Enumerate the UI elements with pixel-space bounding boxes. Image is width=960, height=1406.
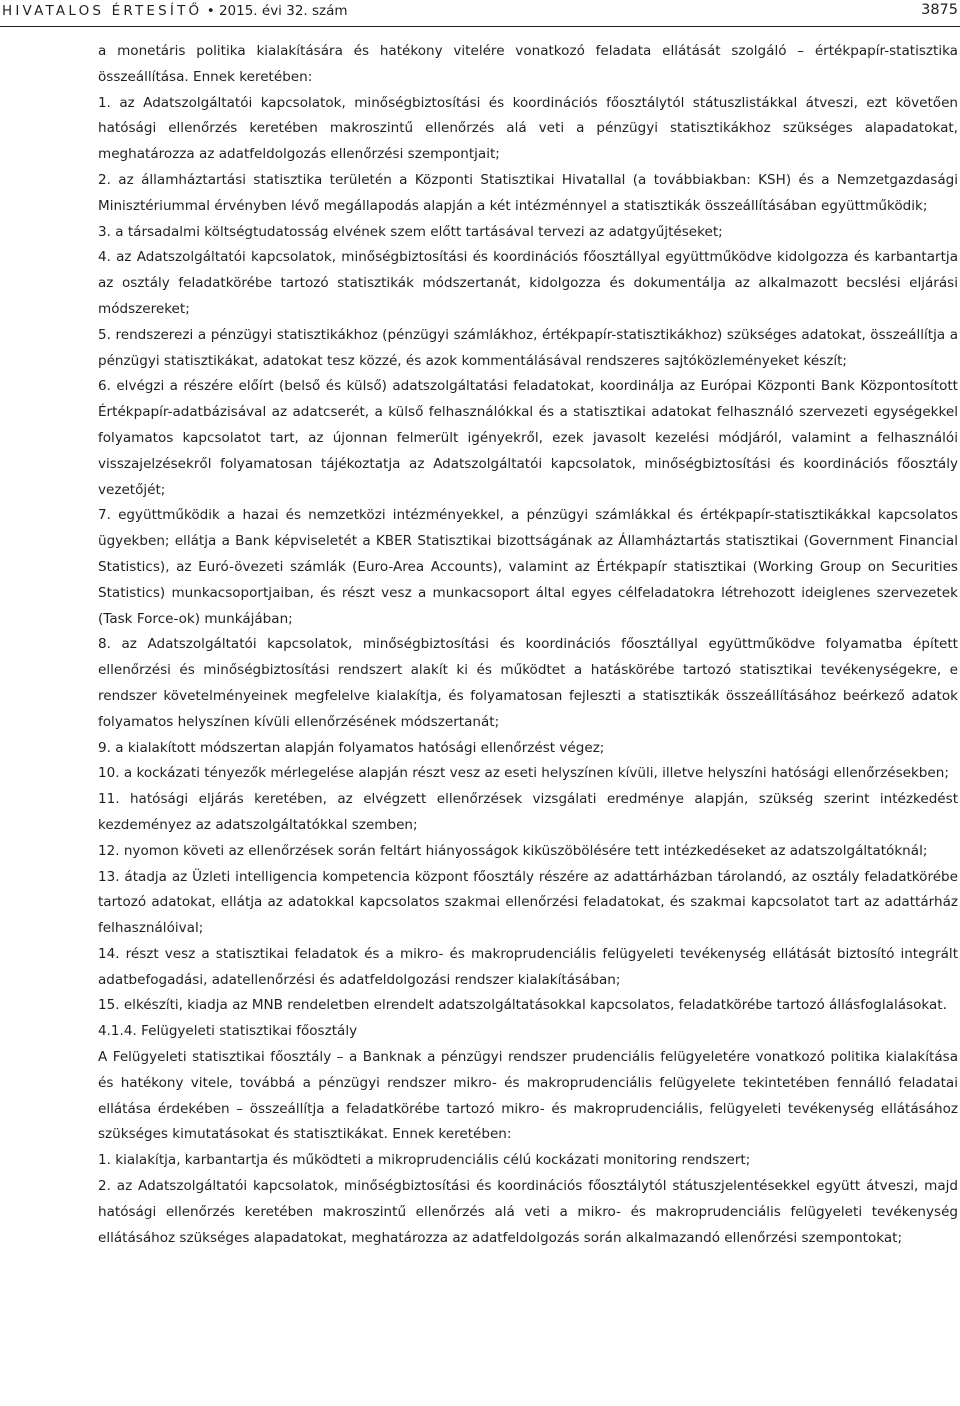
list-item: 6. elvégzi a részére előírt (belső és külső) adatszolgáltatási feladatokat, koordinálja az Európai Központi Bank Központosított Értékpapír-adatbázisával az adatcserét, a külső felhasználókkal és a statisztikai adatokat felhasználó szervezeti egységekkel folyamatos kapcsolatot tart, az újonnan felmerült igényekről, ezek javasolt kezelési módjáról, valamint a felhasználói visszajelzésekről folyamatosan tájékoztatja az Adatszolgáltatói kapcsolatok, minőségbiztosítási és koordinációs főosztály vezetőjét; [98,378,958,498]
list-item: 2. az Adatszolgáltatói kapcsolatok, minőségbiztosítási és koordinációs főosztálytól státuszjelentésekkel együtt átveszi, majd hatósági ellenőrzés keretében makroszintű ellenőrzés alá veti a mikro- és makroprudenciális felügyeleti tevékenység ellátásához szükséges alapadatokat, meghatározza az adatfeldolgozás során alkalmazandó ellenőrzési szempontokat; [98,1178,958,1246]
header-separator: • [206,3,215,19]
header-rule [0,26,960,27]
list-item: 3. a társadalmi költségtudatosság elvének szem előtt tartásával tervezi az adatgyűjtéseket; [98,223,723,240]
running-header [2,3,348,19]
intro-paragraph: a monetáris politika kialakítására és hatékony vitelére vonatkozó feladata ellátását szolgáló – értékpapír-statisztika összeállítása. Ennek keretében: [98,43,958,85]
issue-label: 2015. évi 32. szám [218,3,348,19]
list-item: 10. a kockázati tényezők mérlegelése alapján részt vesz az eseti helyszínen kívüli, illetve helyszíni hatósági ellenőrzésekben; [98,765,949,782]
page-header [0,0,960,28]
list-item: 8. az Adatszolgáltatói kapcsolatok, minőségbiztosítási és koordinációs főosztállyal együttműködve folyamatba épített ellenőrzési és minőségbiztosítási rendszert alakít ki és működtet a hatáskörébe tartozó statisztikai tevékenységekre, e rendszer követelményeinek megfelelve kialakítja, és folyamatosan fejleszti a statisztikák összeállításához beérkező adatok folyamatos helyszínen kívüli ellenőrzésének módszertanát; [98,636,958,730]
page-number: 3875 [921,2,958,18]
document-body [98,39,958,1251]
journal-title: HIVATALOS ÉRTESÍTŐ [2,3,203,19]
list-item: 14. részt vesz a statisztikai feladatok és a mikro- és makroprudenciális felügyeleti tevékenység ellátását biztosító integrált adatbefogadási, adatellenőrzési és adatfeldolgozási rendszer kialakításában; [98,945,958,988]
list-item: 1. az Adatszolgáltatói kapcsolatok, minőségbiztosítási és koordinációs főosztálytól státuszlistákkal átveszi, ezt követően hatósági ellenőrzés keretében makroszintű ellenőrzés alá veti a pénzügyi statisztikákhoz szükséges alapadatokat, meghatározza az adatfeldolgozás ellenőrzési szempontjait; [98,94,958,163]
list-item: 5. rendszerezi a pénzügyi statisztikákhoz (pénzügyi számlákhoz, értékpapír-statisztikákhoz) szükséges adatokat, összeállítja a pénzügyi statisztikákat, adatokat tesz közzé, és azok kommentálásával rendszeres sajtóközleményeket készít; [98,326,958,369]
list-item: 7. együttműködik a hazai és nemzetközi intézményekkel, a pénzügyi számlákkal és értékpapír-statisztikákkal kapcsolatos ügyekben; ellátja a Bank képviseletét a KBER Statisztikai bizottságának az Államháztartás statisztikai (Government Financial Statistics), az Euró-övezeti számlák (Euro-Area Accounts), valamint az Értékpapír statisztikai (Working Group on Securities Statistics) munkacsoportjaiban, és részt vesz a munkacsoport által egyes célfeladatokra létrehozott ideiglenes szervezetek (Task Force-ok) munkájában; [98,507,958,627]
section-intro-paragraph: A Felügyeleti statisztikai főosztály – a Banknak a pénzügyi rendszer prudenciális felügyeletére vonatkozó politika kialakítása és hatékony vitele, továbbá a pénzügyi rendszer mikro- és makroprudenciális felügyelete tekintetében fennálló feladatai ellátása érdekében – összeállítja a feladatkörébe tartozó mikro- és makroprudenciális, felügyeleti tevékenység ellátásához szükséges kimutatásokat és statisztikákat. Ennek keretében: [98,1049,958,1143]
list-item: 11. hatósági eljárás keretében, az elvégzett ellenőrzések vizsgálati eredménye alapján, szükség szerint intézkedést kezdeményez az adatszolgáltatókkal szemben; [98,791,958,833]
section-heading: 4.1.4. Felügyeleti statisztikai főosztály [98,1023,358,1040]
list-item: 1. kialakítja, karbantartja és működteti a mikroprudenciális célú kockázati monitoring rendszert; [98,1152,751,1169]
list-item: 4. az Adatszolgáltatói kapcsolatok, minőségbiztosítási és koordinációs főosztállyal együttműködve kidolgozza és karbantartja az osztály feladatkörébe tartozó statisztikák módszertanát, kidolgozza és dokumentálja az alkalmazott becslési eljárási módszereket; [98,249,958,317]
list-item: 9. a kialakított módszertan alapján folyamatos hatósági ellenőrzést végez; [98,739,605,756]
list-item: 2. az államháztartási statisztika területén a Központi Statisztikai Hivatallal (a továbbiakban: KSH) és a Nemzetgazdasági Minisztériummal érvényben lévő megállapodás alapján a két intézménnyel a statisztikák összeállításában együttműködik; [98,171,958,214]
list-item: 13. átadja az Üzleti intelligencia kompetencia központ főosztály részére az adattárházban tárolandó, az osztály feladatkörébe tartozó adatokat, ellátja az adatokkal kapcsolatos szakmai ellenőrzési feladatokat, és szakmai kapcsolatot tart az adattárház felhasználóival; [98,868,958,937]
list-item: 12. nyomon követi az ellenőrzések során feltárt hiányosságok kiküszöbölésére tett intézkedéseket az adatszolgáltatóknál; [98,842,928,859]
list-item: 15. elkészíti, kiadja az MNB rendeletben elrendelt adatszolgáltatásokkal kapcsolatos, feladatkörébe tartozó állásfoglalásokat. [98,997,947,1014]
